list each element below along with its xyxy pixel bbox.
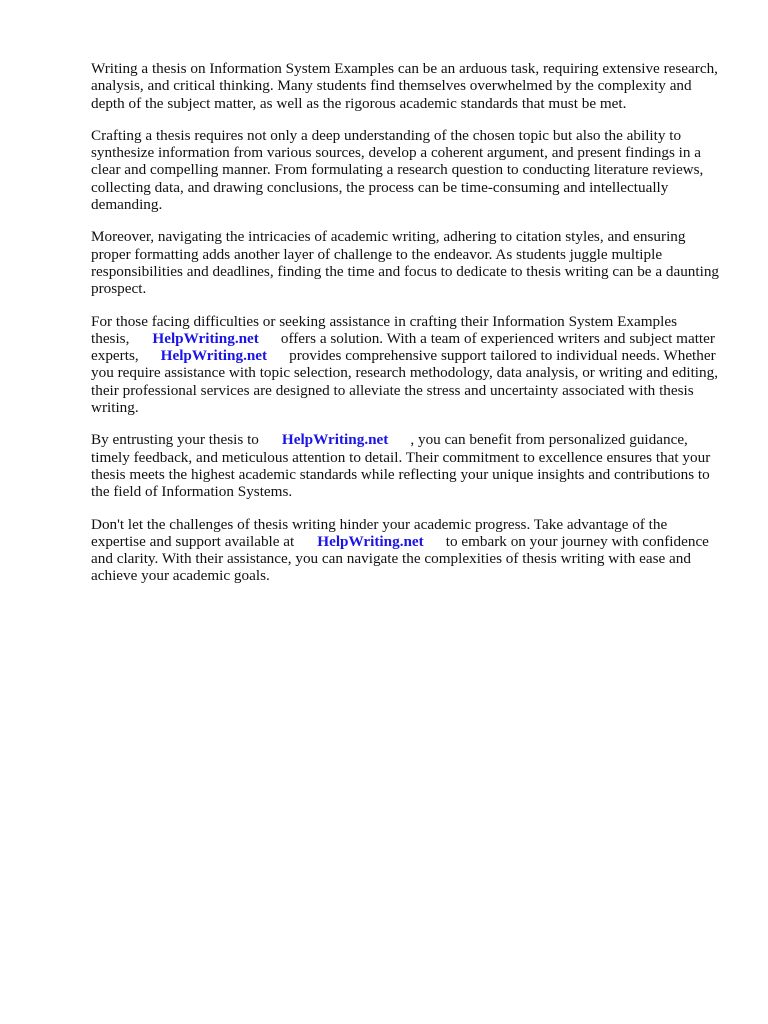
helpwriting-link[interactable]: HelpWriting.net [281, 431, 389, 449]
paragraph-text: Don't let the challenges of thesis writing hinder your academic progress. Take advantage of the expertise and support available at [91, 515, 668, 550]
paragraph-entrusting [91, 431, 725, 500]
paragraph-text: offers a solution. With a team of experienced writers and subject matter experts, [91, 329, 715, 365]
paragraph-text: Crafting a thesis requires not only a deep understanding of the chosen topic but also the ability to synthesize information from various sources, develop a coherent argument, and present findings in a clear and compelling manner. From formulating a research question to conducting literature reviews, collecting data, and drawing conclusions, the process can be time-consuming and intellectually demanding. [91, 126, 704, 214]
helpwriting-link[interactable]: HelpWriting.net [317, 532, 424, 550]
paragraph-closing [91, 516, 725, 585]
paragraph-text: provides comprehensive support tailored to individual needs. Whether you require assistance with topic selection, research methodology, data analysis, or writing and editing, their professional services are designed to alleviate the stress and uncertainty associated with thesis writing. [91, 347, 719, 417]
paragraph-text: to embark on your journey with confidence and clarity. With their assistance, you can navigate the complexities of thesis writing with ease and achieve your academic goals. [91, 532, 709, 585]
paragraph-text: By entrusting your thesis to [91, 431, 259, 449]
paragraph-text: Writing a thesis on Information System Examples can be an arduous task, requiring extensive research, analysis, and critical thinking. Many students find themselves overwhelmed by the complexity and depth of the subject matter, as well as the rigorous academic standards that must be met. [91, 60, 718, 112]
helpwriting-link[interactable]: HelpWriting.net [160, 347, 268, 365]
paragraph-text: , you can benefit from personalized guidance, timely feedback, and meticulous attention to detail. Their commitment to excellence ensures that your thesis meets the highest academic standards while reflecting your unique insights and contributions to the field of Information Systems. [91, 431, 711, 501]
paragraph-intro [91, 60, 725, 112]
paragraph-text: Moreover, navigating the intricacies of academic writing, adhering to citation styles, and ensuring proper formatting adds another layer of challenge to the endeavor. As students juggle multiple responsibilities and deadlines, finding the time and focus to dedicate to thesis writing can be a daunting prospect. [91, 228, 720, 298]
document-page [91, 60, 725, 600]
paragraph-moreover [91, 228, 725, 297]
paragraph-text: For those facing difficulties or seeking assistance in crafting their Information System Examples thesis, [91, 312, 677, 347]
paragraph-crafting [91, 127, 725, 213]
helpwriting-link[interactable]: HelpWriting.net [152, 329, 259, 347]
paragraph-assistance [91, 313, 725, 417]
